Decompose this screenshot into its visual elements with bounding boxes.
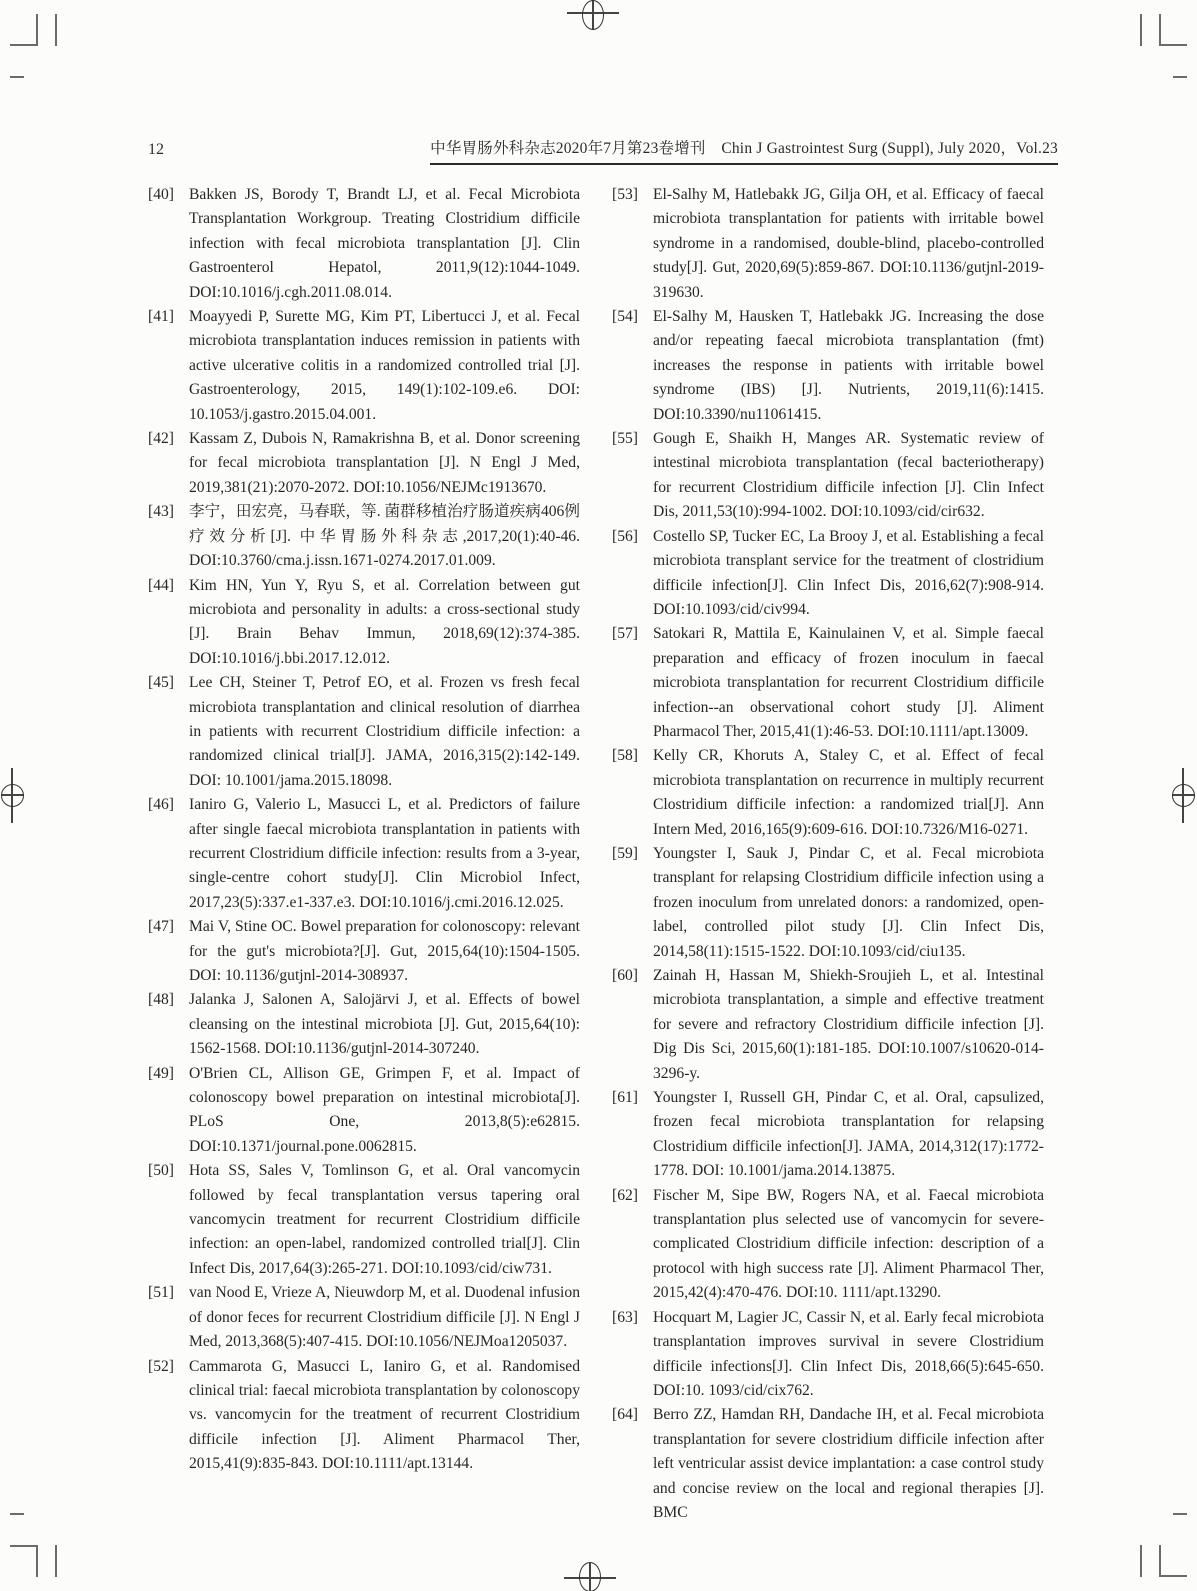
reference-item: [148, 988, 580, 1061]
reference-text: Berro ZZ, Hamdan RH, Dandache IH, et al. Fecal microbiota transplantation for severe clostridium difficile infection after left ventricular assist device implantation: a case control study and concise review on the local and regional therapies [J]. BMC: [653, 1406, 1044, 1521]
reference-number: [46]: [148, 796, 174, 814]
reference-item: [148, 183, 580, 305]
reference-number: [62]: [612, 1186, 638, 1204]
reference-item: [148, 1355, 580, 1477]
reference-item: [612, 842, 1044, 964]
reference-item: [612, 183, 1044, 305]
reference-item: [612, 1086, 1044, 1184]
reference-number: [55]: [612, 430, 638, 448]
reference-number: [58]: [612, 747, 638, 765]
reference-number: [63]: [612, 1308, 638, 1326]
reference-text: O'Brien CL, Allison GE, Grimpen F, et al. Impact of colonoscopy bowel preparation on intestinal microbiota[J]. PLoS One, 2013,8(5):e62815. DOI:10.1371/journal.pone.0062815.: [189, 1064, 580, 1155]
reference-item: [148, 500, 580, 573]
reference-item: [148, 1281, 580, 1354]
reference-number: [60]: [612, 967, 638, 984]
reference-text: Jalanka J, Salonen A, Salojärvi J, et al. Effects of bowel cleansing on the intestinal microbiota [J]. Gut, 2015,64(10): 1562-1568. DOI:10.1136/gutjnl-2014-307240.: [189, 991, 580, 1058]
reference-item: [612, 964, 1044, 1086]
reference-text: Kelly CR, Khoruts A, Staley C, et al. Effect of fecal microbiota transplantation on recurrence in multiply recurrent Clostridium difficile infection: a randomized trial[J]. Ann Intern Med, 2016,165(9):609-616. DOI:10.7326/M16-0271.: [653, 747, 1044, 838]
reference-text: Gough E, Shaikh H, Manges AR. Systematic review of intestinal microbiota transplantation (fecal bacteriotherapy) for recurrent Clostridium difficile infection [J]. Clin Infect Dis, 2011,53(10):994-1002. DOI:10.1093/cid/cir632.: [653, 430, 1044, 521]
reference-item: [612, 622, 1044, 744]
reference-text: Bakken JS, Borody T, Brandt LJ, et al. Fecal Microbiota Transplantation Workgroup. Treating Clostridium difficile infection with fecal microbiota transplantation [J]. Clin Gastroenterol Hepatol, 2011,9(12):1044-1049. DOI:10.1016/j.cgh.2011.08.014.: [189, 186, 580, 301]
reference-number: [44]: [148, 576, 174, 594]
reference-number: [43]: [148, 503, 174, 521]
reference-number: [54]: [612, 308, 638, 326]
journal-header-title: 中华胃肠外科杂志2020年7月第23卷增刊 Chin J Gastrointest Surg (Suppl), July 2020，Vol.23: [430, 136, 1058, 165]
reference-number: [51]: [148, 1284, 174, 1302]
reference-text: Moayyedi P, Surette MG, Kim PT, Libertucci J, et al. Fecal microbiota transplantation induces remission in patients with active ulcerative colitis in a randomized controlled trial [J]. Gastroenterology, 2015, 149(1):102-109.e6. DOI: 10.1053/j.gastro.2015.04.001.: [189, 308, 580, 423]
reference-number: [53]: [612, 186, 638, 203]
reference-number: [57]: [612, 625, 638, 643]
reference-text: Fischer M, Sipe BW, Rogers NA, et al. Faecal microbiota transplantation plus selected use of vancomycin for severe-complicated Clostridium difficile infection: description of a protocol with high success rate [J]. Aliment Pharmacol Ther, 2015,42(4):470-476. DOI:10. 1111/apt.13290.: [653, 1186, 1044, 1302]
reference-text: Kassam Z, Dubois N, Ramakrishna B, et al. Donor screening for fecal microbiota transplantation [J]. N Engl J Med, 2019,381(21):2070-2072. DOI:10.1056/NEJMc1913670.: [189, 430, 580, 496]
reference-item: [148, 1159, 580, 1281]
reference-item: [612, 525, 1044, 623]
references-column-left: [148, 183, 580, 1477]
reference-text: Hota SS, Sales V, Tomlinson G, et al. Oral vancomycin followed by fecal transplantation versus tapering oral vancomycin treatment for recurrent Clostridium difficile infection: an open-label, randomized controlled trial[J]. Clin Infect Dis, 2017,64(3):265-271. DOI:10.1093/cid/ciw731.: [189, 1162, 580, 1277]
reference-number: [59]: [612, 844, 638, 862]
reference-item: [612, 1306, 1044, 1404]
page-number: 12: [148, 141, 164, 158]
reference-item: [148, 1062, 580, 1160]
reference-item: [612, 427, 1044, 525]
reference-text: Satokari R, Mattila E, Kainulainen V, et al. Simple faecal preparation and efficacy of frozen inoculum in faecal microbiota transplantation for recurrent Clostridium difficile infection--an observational cohort study [J]. Aliment Pharmacol Ther, 2015,41(1):46-53. DOI:10.1111/apt.13009.: [653, 625, 1044, 740]
reference-item: [148, 671, 580, 793]
reference-item: [612, 744, 1044, 842]
reference-item: [148, 574, 580, 672]
reference-number: [45]: [148, 674, 174, 692]
reference-number: [52]: [148, 1357, 174, 1375]
reference-text: Ianiro G, Valerio L, Masucci L, et al. Predictors of failure after single faecal microbiota transplantation in patients with recurrent Clostridium difficile infection: results from a 3-year, single-centre cohort study[J]. Clin Microbiol Infect, 2017,23(5):337.e1-337.e3. DOI:10.1016/j.cmi.2016.12.025.: [189, 796, 580, 911]
reference-text: 李宁，田宏亮，马春联，等. 菌群移植治疗肠道疾病406例疗效分析[J]. 中华胃肠外科杂志,2017,20(1):40-46. DOI:10.3760/cma.j.issn.1671-0274.2017.01.009.: [189, 503, 580, 570]
reference-number: [49]: [148, 1064, 174, 1082]
reference-number: [41]: [148, 308, 174, 326]
reference-text: Mai V, Stine OC. Bowel preparation for colonoscopy: relevant for the gut's microbiota?[J]. Gut, 2015,64(10):1504-1505. DOI: 10.1136/gutjnl-2014-308937.: [189, 918, 580, 984]
reference-number: [56]: [612, 527, 638, 545]
reference-item: [612, 305, 1044, 427]
reference-text: van Nood E, Vrieze A, Nieuwdorp M, et al. Duodenal infusion of donor feces for recurrent Clostridium difficile [J]. N Engl J Med, 2013,368(5):407-415. DOI:10.1056/NEJMoa1205037.: [189, 1284, 580, 1351]
running-head: [148, 136, 1058, 165]
reference-item: [148, 427, 580, 500]
reference-item: [148, 305, 580, 427]
reference-number: [61]: [612, 1089, 638, 1107]
reference-text: Youngster I, Sauk J, Pindar C, et al. Fecal microbiota transplant for relapsing Clostridium difficile infection using a frozen inoculum from unrelated donors: a randomized, open-label, controlled pilot study [J]. Clin Infect Dis, 2014,58(11):1515-1522. DOI:10.1093/cid/ciu135.: [653, 844, 1044, 960]
reference-number: [64]: [612, 1406, 638, 1424]
reference-item: [612, 1184, 1044, 1306]
reference-text: Kim HN, Yun Y, Ryu S, et al. Correlation between gut microbiota and personality in adults: a cross-sectional study [J]. Brain Behav Immun, 2018,69(12):374-385. DOI:10.1016/j.bbi.2017.12.012.: [189, 576, 580, 667]
reference-number: [40]: [148, 186, 174, 203]
reference-text: Youngster I, Russell GH, Pindar C, et al. Oral, capsulized, frozen fecal microbiota transplantation for relapsing Clostridium difficile infection[J]. JAMA, 2014,312(17):1772-1778. DOI: 10.1001/jama.2014.13875.: [653, 1089, 1044, 1180]
reference-text: Hocquart M, Lagier JC, Cassir N, et al. Early fecal microbiota transplantation improves survival in severe Clostridium difficile infections[J]. Clin Infect Dis, 2018,66(5):645-650. DOI:10. 1093/cid/cix762.: [653, 1308, 1044, 1399]
reference-item: [148, 915, 580, 988]
reference-text: Cammarota G, Masucci L, Ianiro G, et al. Randomised clinical trial: faecal microbiota transplantation by colonoscopy vs. vancomycin for the treatment of recurrent Clostridium difficile infection [J]. Aliment Pharmacol Ther, 2015,41(9):835-843. DOI:10.1111/apt.13144.: [189, 1357, 580, 1473]
reference-text: Lee CH, Steiner T, Petrof EO, et al. Frozen vs fresh fecal microbiota transplantation and clinical resolution of diarrhea in patients with recurrent Clostridium difficile infection: a randomized clinical trial[J]. JAMA, 2016,315(2):142-149. DOI: 10.1001/jama.2015.18098.: [189, 674, 580, 789]
reference-text: El-Salhy M, Hatlebakk JG, Gilja OH, et al. Efficacy of faecal microbiota transplantation for patients with irritable bowel syndrome in a randomised, double-blind, placebo-controlled study[J]. Gut, 2020,69(5):859-867. DOI:10.1136/gutjnl-2019-319630.: [653, 186, 1044, 301]
reference-number: [42]: [148, 430, 174, 448]
reference-text: Costello SP, Tucker EC, La Brooy J, et al. Establishing a fecal microbiota transplant service for the treatment of clostridium difficile infection[J]. Clin Infect Dis, 2016,62(7):908-914. DOI:10.1093/cid/civ994.: [653, 527, 1044, 618]
reference-text: Zainah H, Hassan M, Shiekh-Sroujieh L, et al. Intestinal microbiota transplantation, a simple and effective treatment for severe and refractory Clostridium difficile infection [J]. Dig Dis Sci, 2015,60(1):181-185. DOI:10.1007/s10620-014-3296-y.: [653, 967, 1044, 1082]
reference-number: [48]: [148, 991, 174, 1009]
reference-item: [148, 793, 580, 915]
reference-number: [50]: [148, 1162, 174, 1180]
references-column-right: [612, 183, 1044, 1525]
reference-item: [612, 1403, 1044, 1525]
reference-text: El-Salhy M, Hausken T, Hatlebakk JG. Increasing the dose and/or repeating faecal microbiota transplantation (fmt) increases the response in patients with irritable bowel syndrome (IBS) [J]. Nutrients, 2019,11(6):1415. DOI:10.3390/nu11061415.: [653, 308, 1044, 423]
reference-number: [47]: [148, 918, 174, 936]
